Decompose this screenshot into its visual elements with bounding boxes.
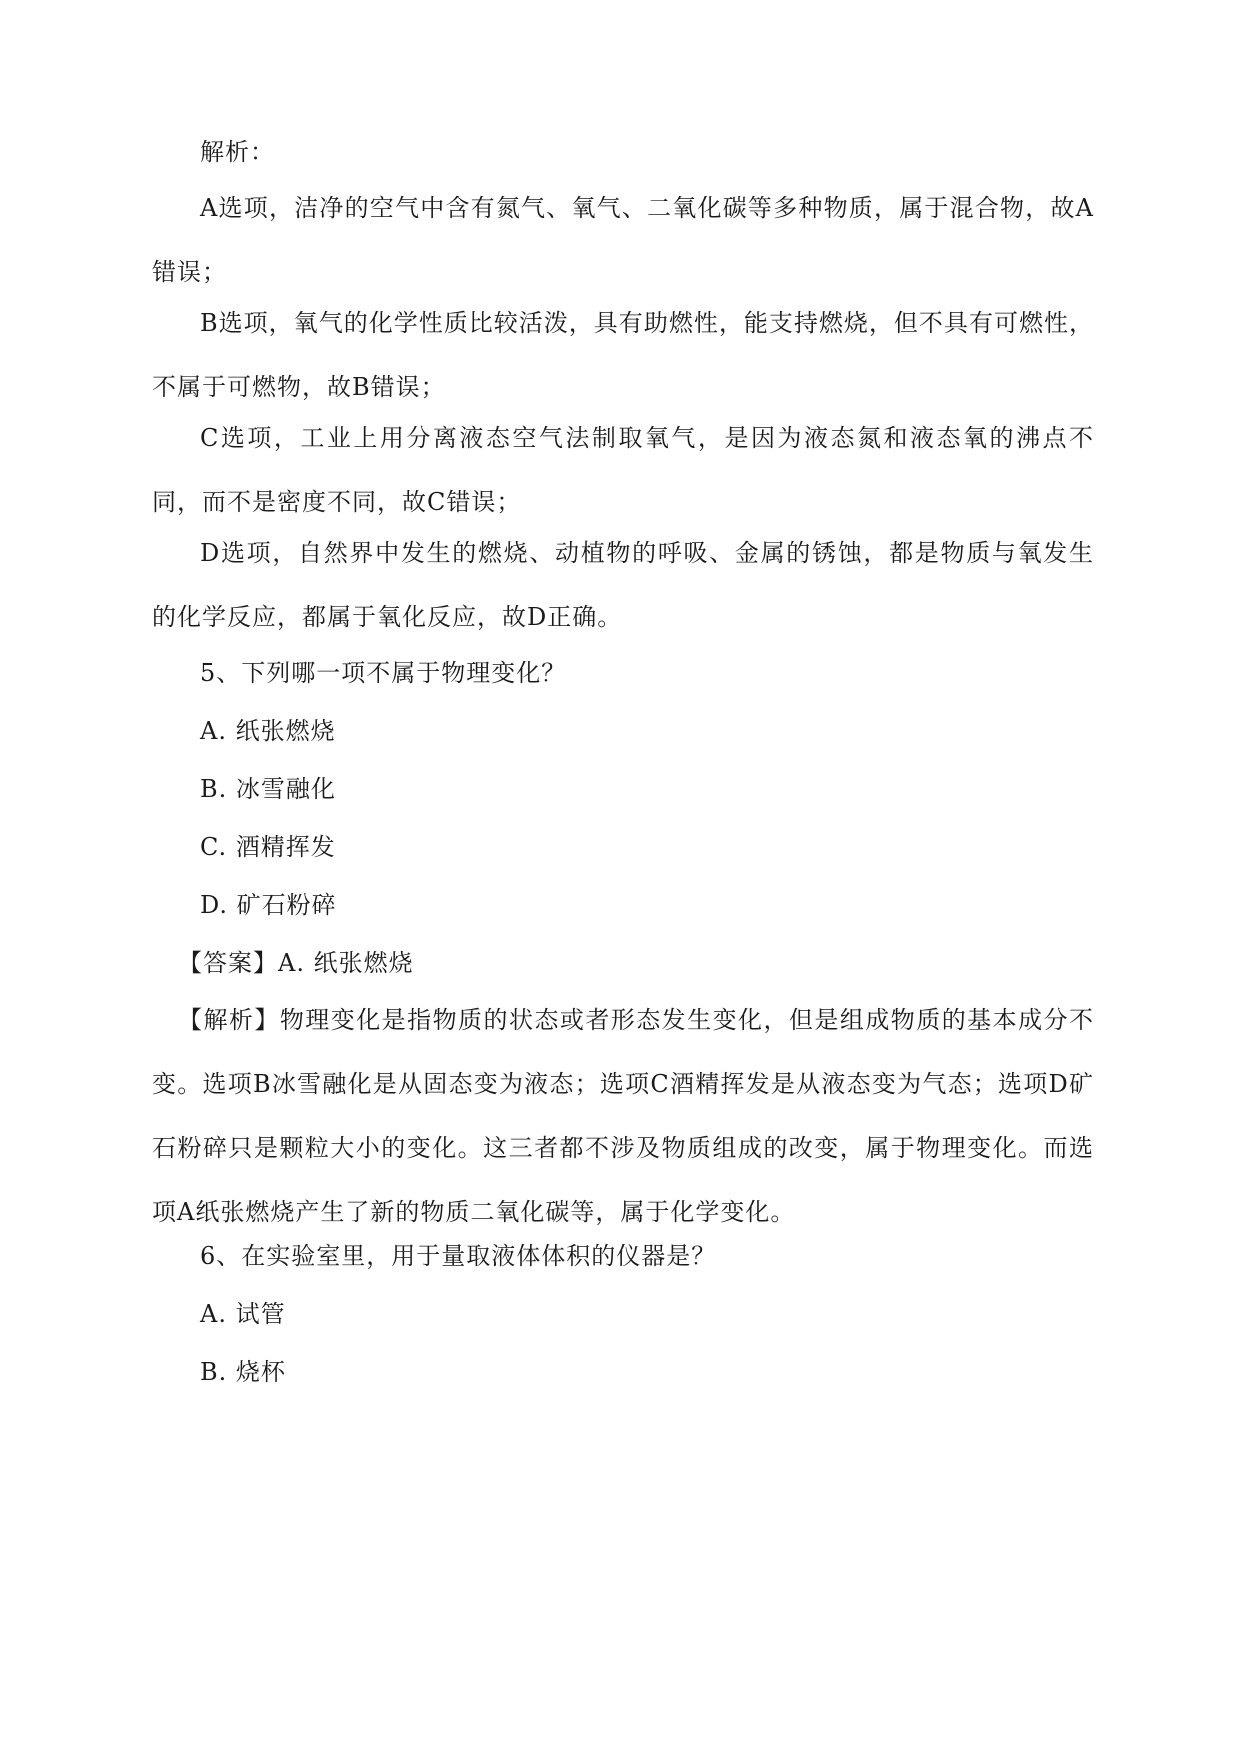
analysis-option-c: C选项，工业上用分离液态空气法制取氧气，是因为液态氮和液态氧的沸点不同，而不是密度不同，故C错误； <box>152 424 1094 516</box>
question-5-option-d: D. 矿石粉碎 <box>200 891 337 919</box>
analysis-option-a: A选项，洁净的空气中含有氮气、氧气、二氧化碳等多种物质，属于混合物，故A错误； <box>152 194 1094 286</box>
question-6-option-b: B. 烧杯 <box>200 1358 286 1386</box>
question-5-stem: 5、下列哪一项不属于物理变化？ <box>200 659 567 687</box>
analysis-option-d: D选项，自然界中发生的燃烧、动植物的呼吸、金属的锈蚀，都是物质与氧发生的化学反应，都属于氧化反应，故D正确。 <box>152 539 1094 631</box>
question-5-option-c: C. 酒精挥发 <box>200 833 336 861</box>
question-5-answer: 【答案】A. 纸张燃烧 <box>178 949 414 977</box>
question-5-option-a: A. 纸张燃烧 <box>200 717 336 745</box>
question-6-option-a: A. 试管 <box>200 1300 286 1328</box>
question-5-analysis: 【解析】物理变化是指物质的状态或者形态发生变化，但是组成物质的基本成分不变。选项B冰雪融化是从固态变为液态；选项C酒精挥发是从液态变为气态；选项D矿石粉碎只是颗粒大小的变化。这三者都不涉及物质组成的改变，属于物理变化。而选项A纸张燃烧产生了新的物质二氧化碳等，属于化学变化。 <box>152 1006 1094 1226</box>
question-5-option-b: B. 冰雪融化 <box>200 775 336 803</box>
analysis-option-b: B选项，氧气的化学性质比较活泼，具有助燃性，能支持燃烧，但不具有可燃性，不属于可燃物，故B错误； <box>152 309 1094 401</box>
analysis-heading: 解析： <box>200 138 275 166</box>
question-6-stem: 6、在实验室里，用于量取液体体积的仪器是？ <box>200 1242 717 1270</box>
